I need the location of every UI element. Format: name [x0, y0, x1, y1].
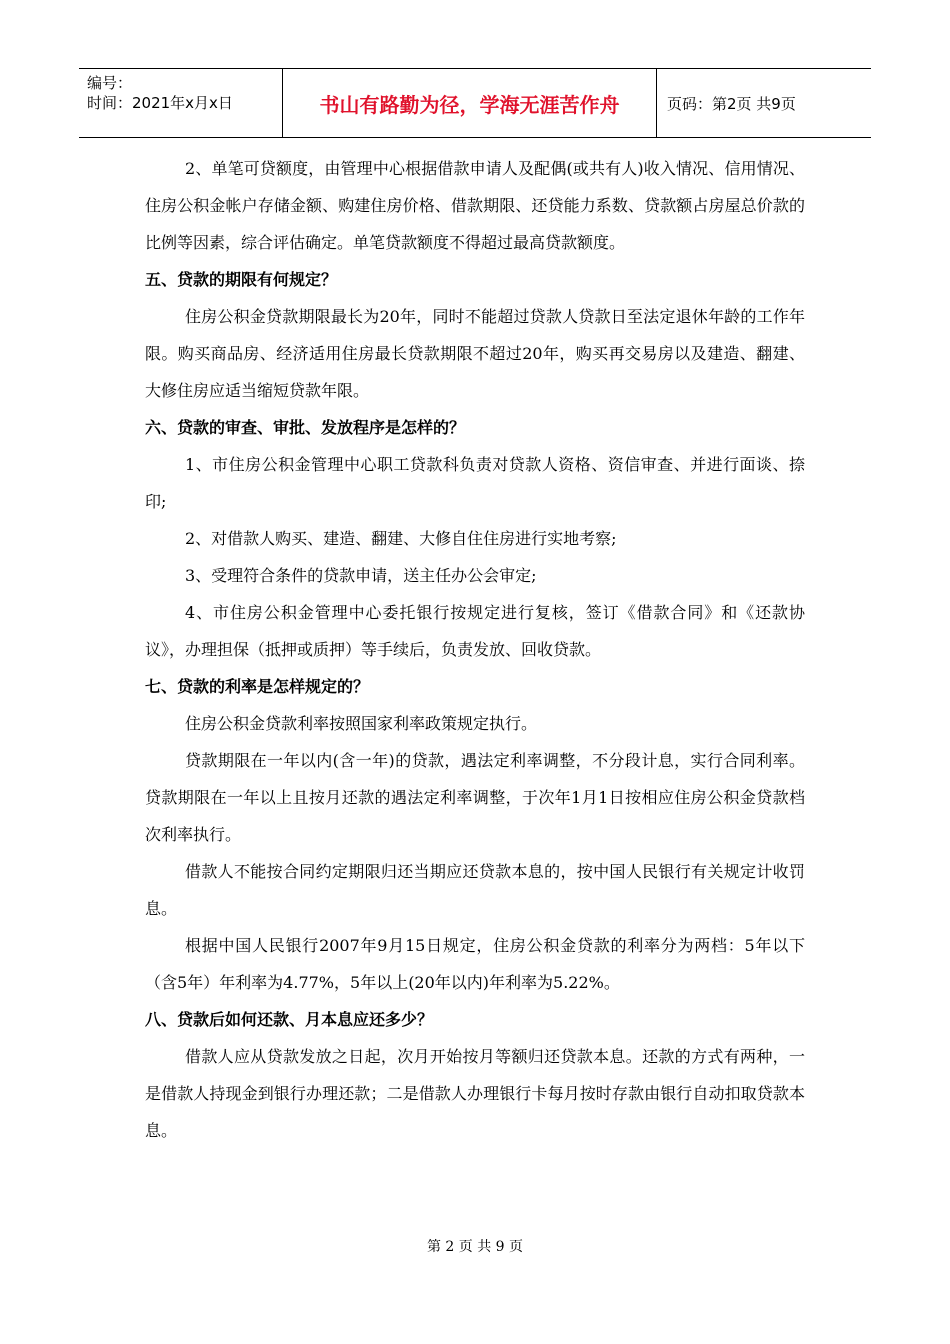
document-body	[145, 150, 805, 1149]
section-heading-7: 七、贷款的利率是怎样规定的？	[145, 677, 370, 696]
header-info-cell	[79, 69, 283, 137]
date-label: 时间：2021年x月x日	[87, 94, 233, 112]
section-heading-8: 八、贷款后如何还款、月本息应还多少？	[145, 1010, 434, 1029]
paragraph-loan-amount: 2、单笔可贷额度，由管理中心根据借款申请人及配偶(或共有人)收入情况、信用情况、住房公积金帐户存储金额、购建住房价格、借款期限、还贷能力系数、贷款额占房屋总价款的比例等因素，综合评估确定。单笔贷款额度不得超过最高贷款额度。	[145, 159, 805, 252]
page-header	[79, 68, 871, 138]
page-footer: 第 2 页 共 9 页	[426, 1239, 524, 1255]
paragraph-procedure-2: 2、对借款人购买、建造、翻建、大修自住住房进行实地考察;	[185, 529, 617, 548]
header-page-label: 页码：第2页 共9页	[667, 94, 796, 113]
paragraph-procedure-1: 1、市住房公积金管理中心职工贷款科负责对贷款人资格、资信审查、并进行面谈、捺印;	[145, 455, 805, 511]
serial-number-label: 编号：	[87, 74, 133, 92]
paragraph-procedure-3: 3、受理符合条件的贷款申请，送主任办公会审定;	[185, 566, 537, 585]
paragraph-rate-2: 贷款期限在一年以内(含一年)的贷款，遇法定利率调整，不分段计息，实行合同利率。贷款期限在一年以上且按月还款的遇法定利率调整，于次年1月1日按相应住房公积金贷款档次利率执行。	[145, 751, 805, 844]
paragraph-rate-1: 住房公积金贷款利率按照国家利率政策规定执行。	[185, 714, 538, 733]
section-heading-6: 六、贷款的审查、审批、发放程序是怎样的？	[145, 418, 466, 437]
section-heading-5: 五、贷款的期限有何规定？	[145, 270, 338, 289]
paragraph-rate-3: 借款人不能按合同约定期限归还当期应还贷款本息的，按中国人民银行有关规定计收罚息。	[145, 862, 805, 918]
paragraph-procedure-4: 4、市住房公积金管理中心委托银行按规定进行复核，签订《借款合同》和《还款协议》，办理担保（抵押或质押）等手续后，负责发放、回收贷款。	[145, 603, 805, 659]
header-motto: 书山有路勤为径，学海无涯苦作舟	[283, 69, 657, 137]
paragraph-rate-4: 根据中国人民银行2007年9月15日规定，住房公积金贷款的利率分为两档：5年以下（含5年）年利率为4.77%，5年以上(20年以内)年利率为5.22%。	[145, 936, 805, 992]
paragraph-loan-term: 住房公积金贷款期限最长为20年，同时不能超过贷款人贷款日至法定退休年龄的工作年限。购买商品房、经济适用住房最长贷款期限不超过20年，购买再交易房以及建造、翻建、大修住房应适当缩短贷款年限。	[145, 307, 805, 400]
paragraph-repayment: 借款人应从贷款发放之日起，次月开始按月等额归还贷款本息。还款的方式有两种，一是借款人持现金到银行办理还款；二是借款人办理银行卡每月按时存款由银行自动扣取贷款本息。	[145, 1047, 805, 1140]
